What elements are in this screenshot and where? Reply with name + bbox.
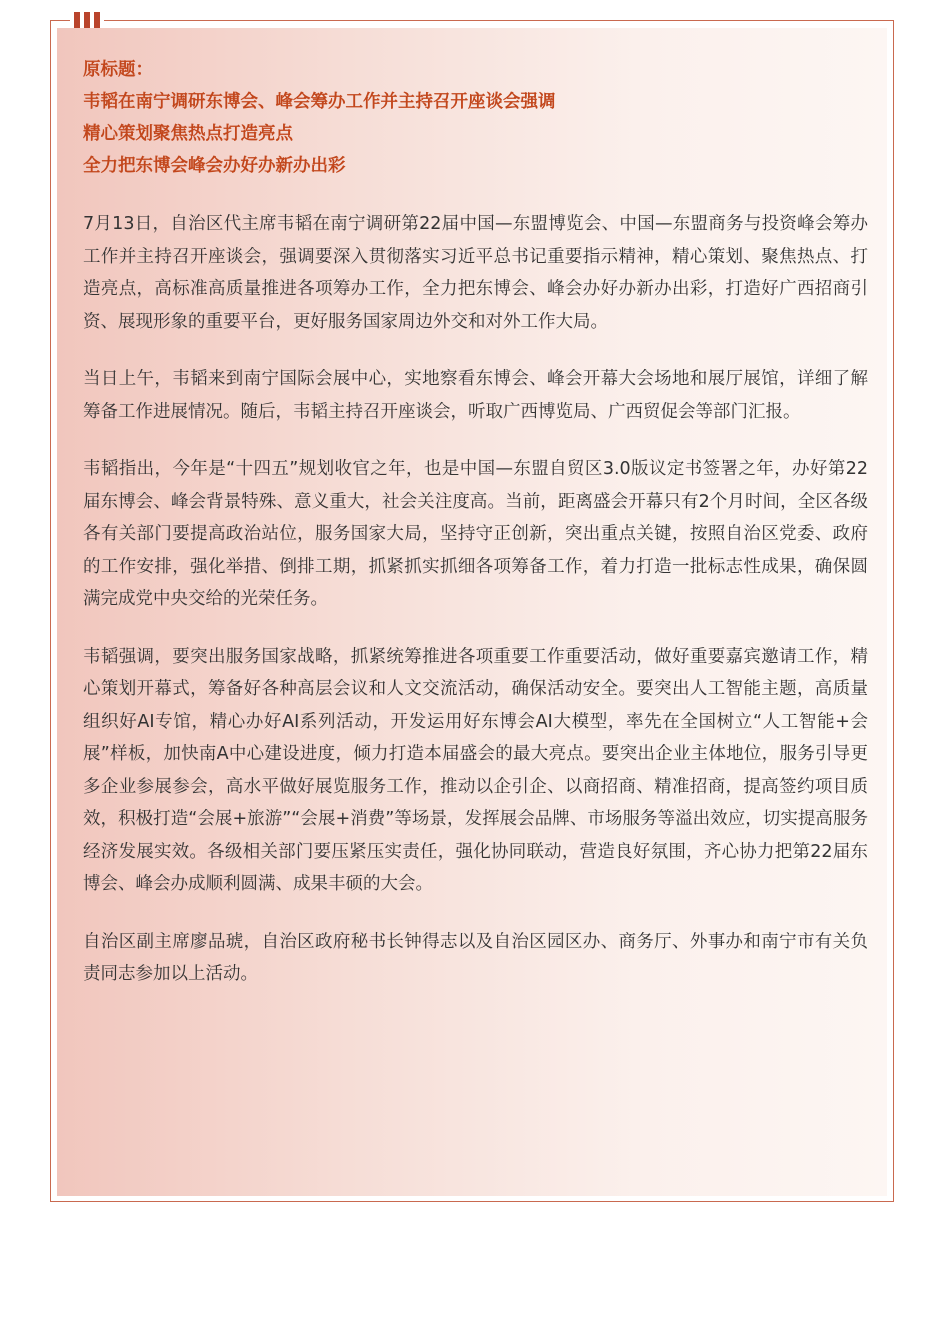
- decoration-bar: [74, 12, 80, 28]
- article-paragraph: 当日上午，韦韬来到南宁国际会展中心，实地察看东博会、峰会开幕大会场地和展厅展馆，详细了解筹备工作进展情况。随后，韦韬主持召开座谈会，听取广西博览局、广西贸促会等部门汇报。: [83, 369, 868, 422]
- decoration-bar: [94, 12, 100, 28]
- original-title-label: 原标题：: [83, 60, 153, 80]
- article-paragraph: 韦韬强调，要突出服务国家战略，抓紧统筹推进各项重要工作重要活动，做好重要嘉宾邀请工作，精心策划开幕式，筹备好各种高层会议和人文交流活动，确保活动安全。要突出人工智能主题，高质量组织好AI专馆，精心办好AI系列活动，开发运用好东博会AI大模型，率先在全国树立“人工智能+会展”样板，加快南A中心建设进度，倾力打造本届盛会的最大亮点。要突出企业主体地位，服务引导更多企业参展参会，高水平做好展览服务工作，推动以企引企、以商招商、精准招商，提高签约项目质效，积极打造“会展+旅游”“会展+消费”等场景，发挥展会品牌、市场服务等溢出效应，切实提高服务经济发展实效。各级相关部门要压紧压实责任，强化协同联动，营造良好氛围，齐心协力把第22届东博会、峰会办成顺利圆满、成果丰硕的大会。: [83, 646, 868, 894]
- original-title-block: [83, 54, 868, 182]
- original-title-line: 精心策划聚焦热点打造亮点: [83, 124, 293, 144]
- original-title-line: 韦韬在南宁调研东博会、峰会筹办工作并主持召开座谈会强调: [83, 92, 556, 112]
- article-paragraph: 韦韬指出，今年是“十四五”规划收官之年，也是中国—东盟自贸区3.0版议定书签署之年，办好第22届东博会、峰会背景特殊、意义重大，社会关注度高。当前，距离盛会开幕只有2个月时间，全区各级各有关部门要提高政治站位，服务国家大局，坚持守正创新，突出重点关键，按照自治区党委、政府的工作安排，强化举措、倒排工期，抓紧抓实抓细各项筹备工作，着力打造一批标志性成果，确保圆满完成党中央交给的光荣任务。: [83, 459, 868, 609]
- article-content: [83, 54, 868, 1016]
- frame-decoration: [70, 12, 104, 28]
- article-paragraph: 自治区副主席廖品琥，自治区政府秘书长钟得志以及自治区园区办、商务厅、外事办和南宁市有关负责同志参加以上活动。: [83, 931, 868, 984]
- decoration-bar: [84, 12, 90, 28]
- article-paragraph: 7月13日，自治区代主席韦韬在南宁调研第22届中国—东盟博览会、中国—东盟商务与投资峰会筹办工作并主持召开座谈会，强调要深入贯彻落实习近平总书记重要指示精神，精心策划、聚焦热点、打造亮点，高标准高质量推进各项筹办工作，全力把东博会、峰会办好办新办出彩，打造好广西招商引资、展现形象的重要平台，更好服务国家周边外交和对外工作大局。: [83, 214, 868, 332]
- original-title-line: 全力把东博会峰会办好办新办出彩: [83, 156, 346, 176]
